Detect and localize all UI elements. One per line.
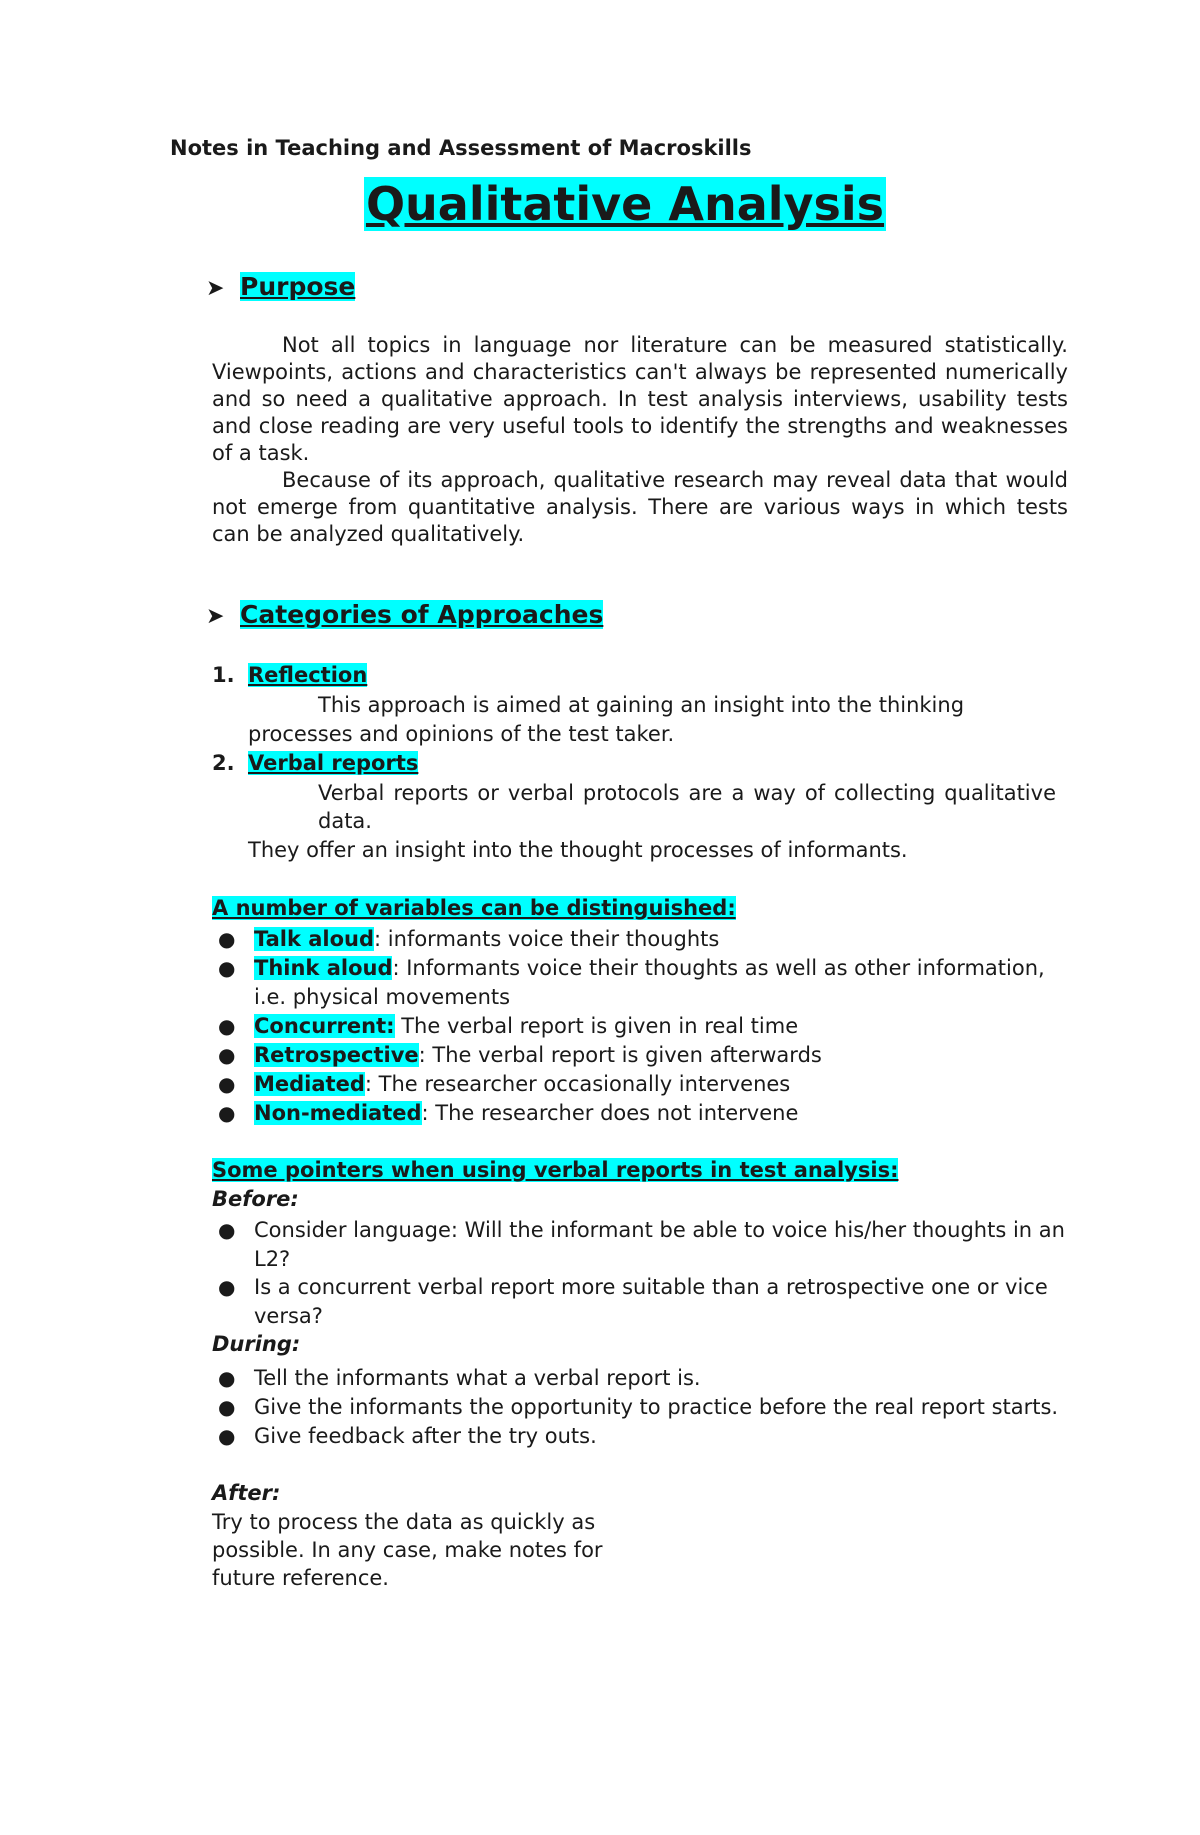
after-line: future reference. — [212, 1566, 389, 1590]
bullet-icon: ● — [218, 1275, 236, 1299]
purpose-paragraph-1 — [212, 332, 1068, 467]
variable-item: ● Retrospective: The verbal report is given afterwards — [254, 1041, 822, 1070]
variable-item: ● Think aloud: Informants voice their thoughts as well as other information, i.e. physical movements — [218, 956, 1045, 1009]
purpose-paragraph-2-text: Because of its approach, qualitative research may reveal data that would not emerge from quantitative analysis. There are various ways in which tests can be analyzed qualitatively. — [212, 468, 1068, 546]
document-header: Notes in Teaching and Assessment of Macroskills — [170, 136, 752, 160]
section-purpose-heading — [206, 272, 355, 301]
before-label: Before: — [212, 1187, 299, 1211]
bullet-icon: ● — [218, 1395, 236, 1419]
bullet-icon: ● — [218, 927, 236, 951]
bullet-icon: ● — [218, 1072, 236, 1096]
approach-item-2-line3: They offer an insight into the thought processes of informants. — [248, 838, 908, 862]
page-title-wrap — [0, 177, 1200, 231]
during-label: During: — [212, 1332, 301, 1356]
bullet-icon: ● — [218, 1043, 236, 1067]
arrow-bullet-icon: ➤ — [206, 604, 225, 629]
during-item: ● Tell the informants what a verbal report is. — [254, 1364, 701, 1393]
during-item: ● Give feedback after the try outs. — [254, 1422, 597, 1451]
approach-item-2-title: 2. Verbal reports — [212, 751, 419, 775]
purpose-paragraph-2 — [212, 467, 1068, 548]
after-line: Try to process the data as quickly as — [212, 1510, 596, 1534]
before-item: ● Consider language: Will the informant be able to voice his/her thoughts in an L2? — [218, 1218, 1065, 1271]
variable-item: ● Concurrent: The verbal report is given in real time — [254, 1012, 798, 1041]
section-categories-label: Categories of Approaches — [240, 600, 604, 629]
bullet-icon: ● — [218, 1218, 236, 1242]
arrow-bullet-icon: ➤ — [206, 276, 225, 301]
page-title: Qualitative Analysis — [365, 177, 885, 231]
approach-item-1-line2: processes and opinions of the test taker. — [248, 722, 675, 746]
approach-item-2-line1: Verbal reports or verbal protocols are a way of collecting qualitative — [318, 781, 1056, 805]
pointers-heading: Some pointers when using verbal reports in test analysis: — [212, 1158, 899, 1182]
during-item: ● Give the informants the opportunity to practice before the real report starts. — [254, 1393, 1058, 1422]
after-label: After: — [212, 1481, 281, 1505]
variable-item: ● Mediated: The researcher occasionally intervenes — [254, 1070, 790, 1099]
bullet-icon: ● — [218, 1424, 236, 1448]
bullet-icon: ● — [218, 956, 236, 980]
section-categories-heading — [206, 600, 603, 629]
section-purpose-label: Purpose — [240, 272, 356, 301]
approach-item-2-line2: data. — [318, 809, 372, 833]
approach-item-1-title: 1. Reflection — [212, 663, 368, 687]
before-item: ● Is a concurrent verbal report more suitable than a retrospective one or vice versa? — [218, 1275, 1048, 1328]
bullet-icon: ● — [218, 1101, 236, 1125]
variable-item: ● Non-mediated: The researcher does not intervene — [254, 1099, 798, 1128]
purpose-paragraph-1-text: Not all topics in language nor literature can be measured statistically. Viewpoints, actions and characteristics can't always be represented numerically and so need a qualitative approach. In test analysis interviews, usability tests and close reading are very useful tools to identify the strengths and weaknesses of a task. — [212, 333, 1068, 465]
bullet-icon: ● — [218, 1014, 236, 1038]
variable-item: ● Talk aloud: informants voice their thoughts — [254, 925, 719, 954]
approach-item-1-line1: This approach is aimed at gaining an insight into the thinking — [318, 693, 965, 717]
bullet-icon: ● — [218, 1366, 236, 1390]
after-line: possible. In any case, make notes for — [212, 1538, 603, 1562]
variables-heading: A number of variables can be distinguished: — [212, 896, 736, 920]
